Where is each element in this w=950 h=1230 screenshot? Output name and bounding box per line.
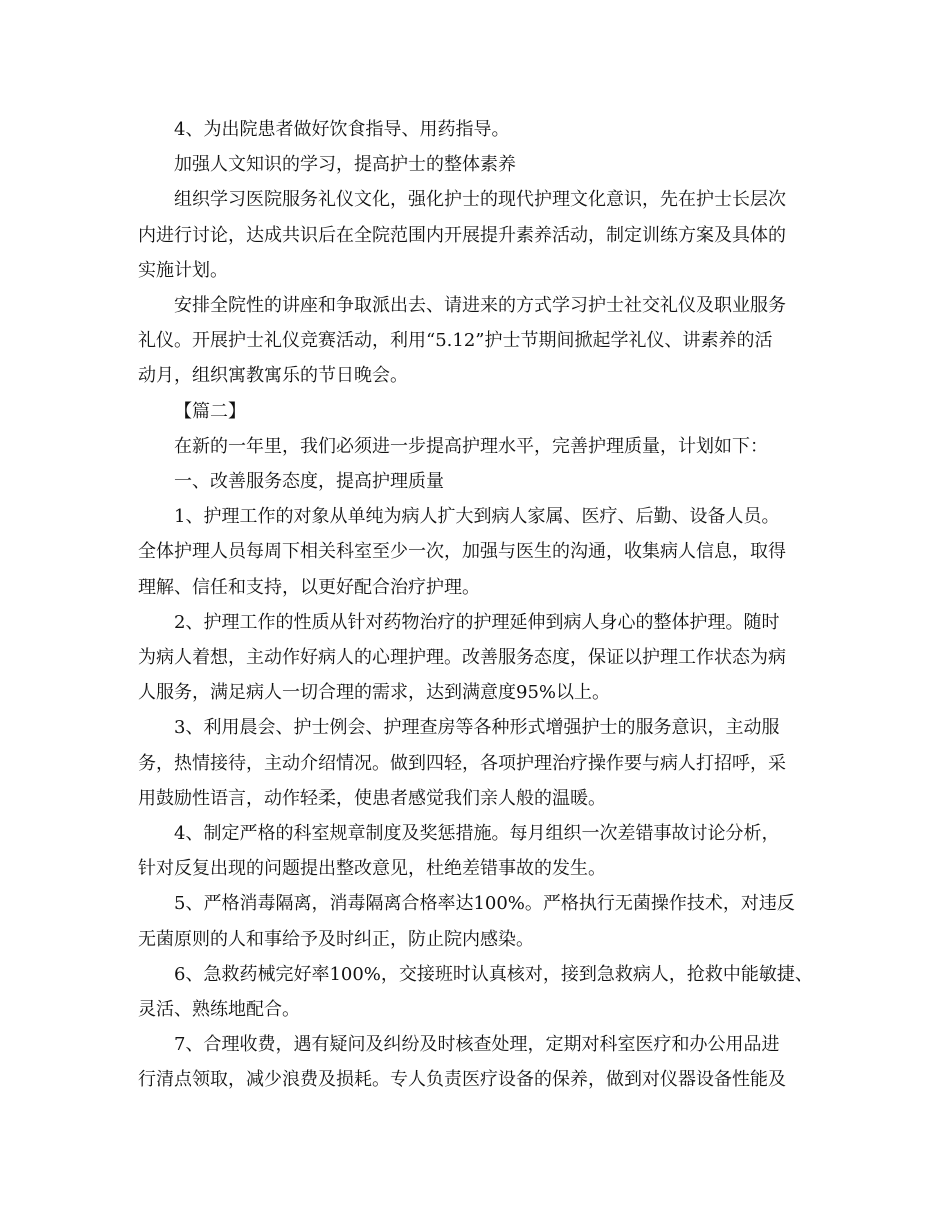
text-line: 一、改善服务态度，提高护理质量 bbox=[174, 471, 444, 493]
list-item-3 bbox=[138, 710, 820, 816]
text-line: 灵活、熟练地配合。 bbox=[138, 999, 300, 1021]
text-line: 4、制定严格的科室规章制度及奖惩措施。每月组织一次差错事故讨论分析， bbox=[174, 823, 780, 845]
text-line: 1、护理工作的对象从单纯为病人扩大到病人家属、医疗、后勤、设备人员。 bbox=[174, 506, 780, 528]
paragraph-1 bbox=[138, 112, 820, 147]
text-line: 针对反复出现的问题提出整改意见，杜绝差错事故的发生。 bbox=[138, 858, 606, 880]
text-line: 用鼓励性语言，动作轻柔，使患者感觉我们亲人般的温暖。 bbox=[138, 787, 606, 809]
text-line: 7、合理收费，遇有疑问及纠纷及时核查处理，定期对科室医疗和办公用品进 bbox=[174, 1034, 780, 1056]
section-marker-part-two bbox=[138, 394, 820, 429]
paragraph-4 bbox=[138, 288, 820, 394]
text-line: 礼仪。开展护士礼仪竞赛活动，利用“5.12”护士节期间掀起学礼仪、讲素养的活 bbox=[138, 330, 773, 352]
section-heading-service bbox=[138, 464, 820, 499]
text-line: 为病人着想，主动作好病人的心理护理。改善服务态度，保证以护理工作状态为病 bbox=[138, 647, 786, 669]
text-line: 理解、信任和支持，以更好配合治疗护理。 bbox=[138, 576, 480, 598]
list-item-1 bbox=[138, 499, 820, 605]
text-line: 4、为出院患者做好饮食指导、用药指导。 bbox=[174, 119, 510, 140]
text-line: 3、利用晨会、护士例会、护理查房等各种形式增强护士的服务意识，主动服 bbox=[174, 717, 780, 739]
list-item-6 bbox=[138, 957, 820, 1027]
text-line: 行清点领取，减少浪费及损耗。专人负责医疗设备的保养，做到对仪器设备性能及 bbox=[138, 1069, 786, 1091]
list-item-5 bbox=[138, 886, 820, 956]
text-line: 内进行讨论，达成共识后在全院范围内开展提升素养活动，制定训练方案及具体的 bbox=[138, 224, 786, 246]
text-line: 组织学习医院服务礼仪文化，强化护士的现代护理文化意识，先在护士长层次 bbox=[174, 189, 786, 211]
paragraph-6 bbox=[138, 429, 820, 464]
list-item-4 bbox=[138, 816, 820, 886]
section-heading-humanities bbox=[138, 147, 820, 182]
text-line: 实施计划。 bbox=[138, 259, 228, 281]
text-line: 务，热情接待，主动介绍情况。做到四轻，各项护理治疗操作要与病人打招呼，采 bbox=[138, 752, 786, 774]
text-line: 在新的一年里，我们必须进一步提高护理水平，完善护理质量，计划如下： bbox=[174, 435, 768, 457]
text-line: 人服务，满足病人一切合理的需求，达到满意度95%以上。 bbox=[138, 682, 611, 704]
text-line: 【篇二】 bbox=[174, 400, 246, 422]
text-line: 2、护理工作的性质从针对药物治疗的护理延伸到病人身心的整体护理。随时 bbox=[174, 611, 780, 633]
text-line: 加强人文知识的学习，提高护士的整体素养 bbox=[174, 154, 516, 176]
text-line: 全体护理人员每周下相关科室至少一次，加强与医生的沟通，收集病人信息，取得 bbox=[138, 541, 786, 563]
list-item-7 bbox=[138, 1027, 820, 1097]
text-line: 动月，组织寓教寓乐的节日晚会。 bbox=[138, 365, 408, 387]
paragraph-3 bbox=[138, 182, 820, 288]
text-line: 无菌原则的人和事给予及时纠正，防止院内感染。 bbox=[138, 928, 534, 950]
list-item-2 bbox=[138, 605, 820, 711]
text-line: 6、急救药械完好率100%，交接班时认真核对，接到急救病人，抢救中能敏捷、 bbox=[174, 963, 813, 985]
text-line: 安排全院性的讲座和争取派出去、请进来的方式学习护士社交礼仪及职业服务 bbox=[174, 295, 786, 317]
text-line: 5、严格消毒隔离，消毒隔离合格率达100%。严格执行无菌操作技术，对违反 bbox=[174, 893, 795, 915]
